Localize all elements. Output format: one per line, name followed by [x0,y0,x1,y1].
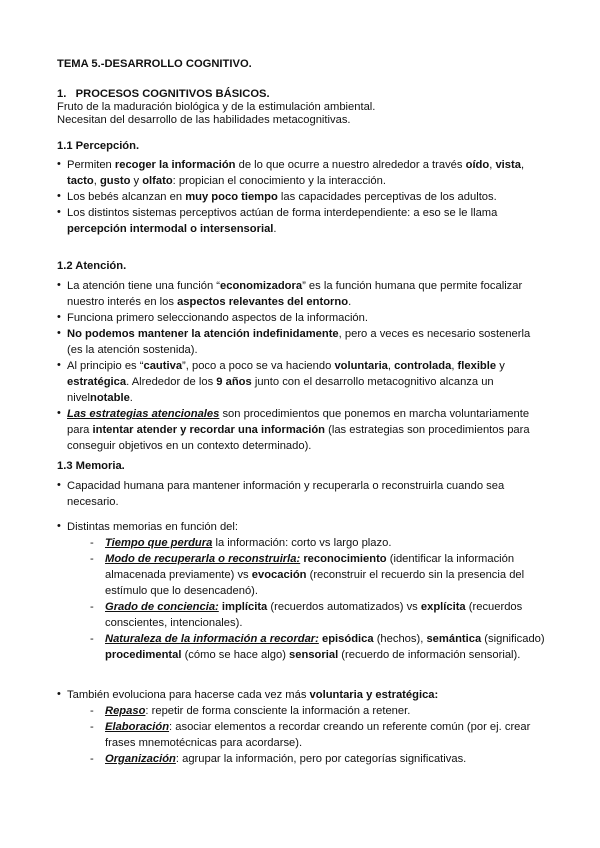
list-item: • Las estrategias atencionales son procedimientos que ponemos en marcha voluntariamente para intentar atender y recordar una información (las estrategias son procedimientos para conseguir objetivos en un contexto determinado). [57,406,560,454]
list-item: • Funciona primero seleccionando aspectos de la información. [57,310,560,326]
sub-list-item: - Repaso: repetir de forma consciente la información a retener. [90,705,411,717]
section-1-line-2: Necesitan del desarrollo de las habilidades metacognitivas. [57,114,351,126]
list-item: • Distintas memorias en función del: [57,519,560,535]
list-item: • También evoluciona para hacerse cada vez más voluntaria y estratégica: [57,687,560,703]
list-item: • Capacidad humana para mantener información y recuperarla o reconstruirla cuando sea necesario. [57,478,560,510]
sub-list-item: - Tiempo que perdura la información: corto vs largo plazo. [90,537,392,549]
list-item: • La atención tiene una función “economizadora” es la función humana que permite focalizar nuestro interés en los aspectos relevantes del entorno. [57,278,560,310]
section-1-2-heading: 1.2 Atención. [57,260,127,272]
section-1-line-1: Fruto de la maduración biológica y de la estimulación ambiental. [57,101,376,113]
section-1-2 [57,258,560,454]
sub-list-item: - Organización: agrupar la información, pero por categorías significativas. [90,753,467,765]
section-1-title: PROCESOS COGNITIVOS BÁSICOS. [75,88,270,100]
perception-list [57,157,560,237]
memory-list [57,478,560,767]
list-item: • Los bebés alcanzan en muy poco tiempo las capacidades perceptivas de los adultos. [57,189,560,205]
list-item: • Permiten recoger la información de lo que ocurre a nuestro alrededor a través oído, vista, tacto, gusto y olfato: propician el conocimiento y la interacción. [57,157,560,189]
section-1-3 [57,458,560,767]
sub-list-item: - Grado de conciencia: implícita (recuerdos automatizados) vs explícita (recuerdos conscientes, intencionales). [90,601,523,629]
sub-list-item: - Modo de recuperarla o reconstruirla: reconocimiento (identificar la información almacenada previamente) vs evocación (reconstruir el recuerdo sin la presencia del estímulo que lo desencadenó). [90,553,525,597]
section-1-1-heading: 1.1 Percepción. [57,140,140,152]
section-1-number: 1. [57,88,67,100]
section-1 [57,86,560,128]
sub-list-item: - Naturaleza de la información a recordar: episódica (hechos), semántica (significado) procedimental (cómo se hace algo) sensorial (recuerdo de información sensorial). [90,633,545,661]
list-item: • No podemos mantener la atención indefinidamente, pero a veces es necesario sostenerla (es la atención sostenida). [57,326,560,358]
section-1-3-heading: 1.3 Memoria. [57,460,125,472]
attention-list [57,278,560,454]
document-title: TEMA 5.-DESARROLLO COGNITIVO. [57,58,252,70]
sub-list-item: - Elaboración: asociar elementos a recordar creando un referente común (por ej. crear frases mnemotécnicas para acordarse). [90,721,531,749]
section-1-1 [57,138,560,237]
list-item: • Los distintos sistemas perceptivos actúan de forma interdependiente: a eso se le llama percepción intermodal o intersensorial. [57,205,560,237]
list-item: • Al principio es “cautiva”, poco a poco se va haciendo voluntaria, controlada, flexible y estratégica. Alrededor de los 9 años junto con el desarrollo metacognitivo alcanza un nivelnotable. [57,358,560,406]
